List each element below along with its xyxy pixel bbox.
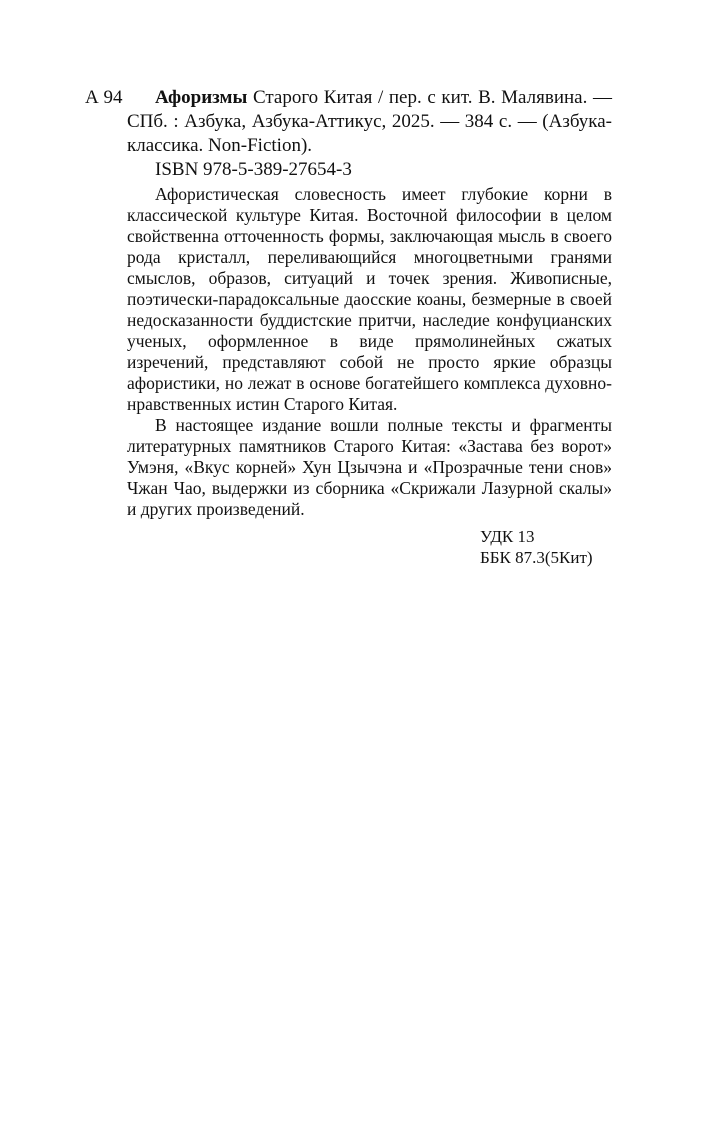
udk-code: УДК 13 [480,527,535,546]
annotation-paragraph-2: В настоящее издание вошли полные тексты и фрагменты литературных памятников Старого Китая: «Застава без ворот» Умэня, «Вкус корней» Хун Цзычэна и «Прозрачные тени снов» Чжан Чао, выдержки из сборника «Скрижали Лазурной скалы» и других произведений. [127,415,612,519]
isbn: ISBN 978-5-389-27654-3 [155,159,352,180]
bibliographic-description-text: Старого Китая / пер. с кит. В. Малявина. — СПб. : Азбука, Азбука-Аттикус, 2025. — 384 с. — (Азбука-классика. Non-Fiction). [127,87,612,156]
bbk-code: ББК 87.3(5Кит) [480,548,593,567]
text-block [85,86,612,568]
bibliographic-entry [85,86,612,158]
author-sign-code: А 94 [85,87,123,108]
book-title: Афоризмы [155,87,248,108]
annotation-paragraph-1: Афористическая словесность имеет глубокие корни в классической культуре Китая. Восточной философии в целом свойственна отточенность формы, заключающая мысль в своего рода кристалл, переливающийся многоцветными гранями смыслов, образов, ситуаций и точек зрения. Живописные, поэтически-парадоксальные даосские коаны, безмерные в своей недосказанности буддистские притчи, наследие конфуцианских ученых, оформленное в виде прямолинейных сжатых изречений, представляют собой не просто яркие образцы афористики, но лежат в основе богатейшего комплекса духовно-нравственных истин Старого Китая. [127,184,612,414]
bibliographic-description [127,86,612,158]
classification-codes [480,526,612,568]
